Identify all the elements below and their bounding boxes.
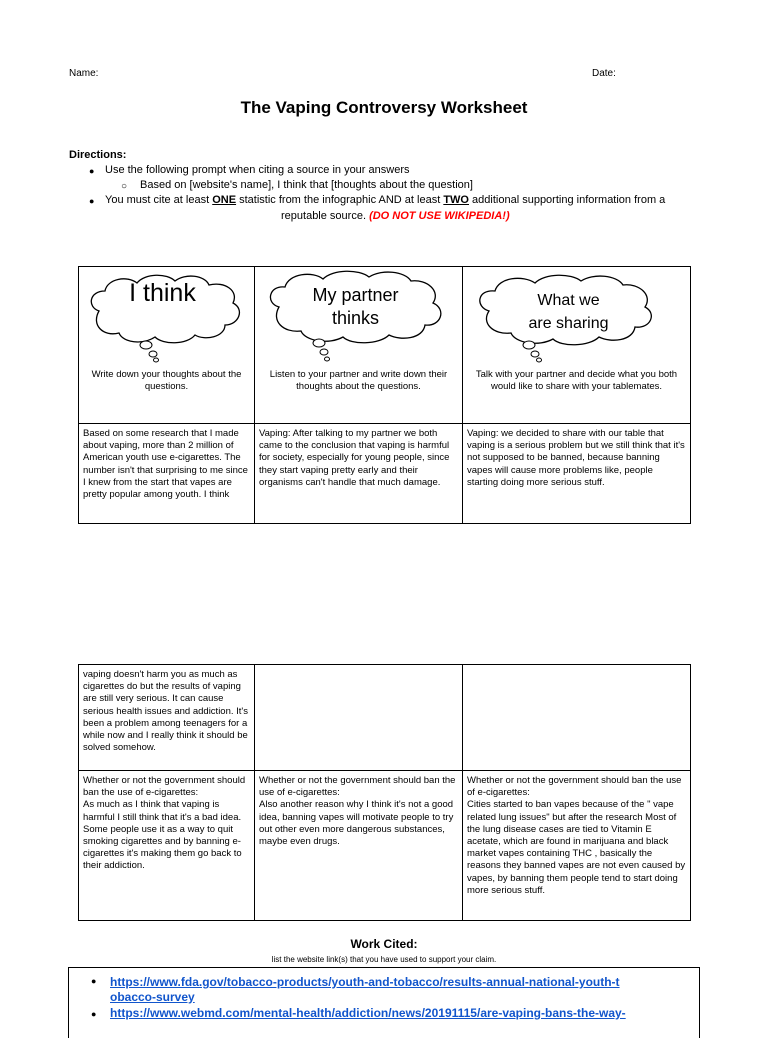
column-partner-thinks <box>255 267 463 424</box>
worksheet-table-top <box>78 266 691 524</box>
cloud-label-line: are sharing <box>528 315 609 332</box>
citation-link-1[interactable] <box>110 975 620 1005</box>
wikipedia-warning: (DO NOT USE WIKIPEDIA!) <box>369 210 510 222</box>
circle-bullet-icon: ○ <box>121 181 128 192</box>
cell-answer: As much as I think that vaping is harmful I still think that it's a bad idea. Some people use it as a way to quit smoking cigarettes and by banning e-cigarettes it's making them go back to their addiction. <box>83 799 242 872</box>
table-cell[interactable] <box>255 771 463 921</box>
cell-question: Whether or not the government should ban the use of e-cigarettes: <box>83 775 246 799</box>
cloud-label-i-think: I think <box>129 279 196 307</box>
bullet-icon: ● <box>91 976 97 986</box>
citation-link-1-line[interactable]: obacco-survey <box>110 990 195 1004</box>
table-cell[interactable] <box>463 771 691 921</box>
directions-item-2 <box>105 193 705 208</box>
column-i-think <box>79 267 255 424</box>
table-cell[interactable]: Based on some research that I made about vaping, more than 2 million of American youth use e-cigarettes. The number isn't that surprising to me since I knew from the start that vapes are pretty popular among youth. I think <box>79 424 255 524</box>
cloud-label-line: thinks <box>331 308 380 328</box>
table-cell[interactable]: Vaping: After talking to my partner we both came to the conclusion that vaping is harmful for society, especially for young people, since they start vaping pretty early and their organisms can't handle that much damage. <box>255 424 463 524</box>
emphasis-two: TWO <box>443 194 469 206</box>
date-label: Date: <box>592 68 616 79</box>
table-cell[interactable] <box>255 665 463 771</box>
table-cell[interactable]: Vaping: we decided to share with our table that vaping is a serious problem but we still think that it's not supposed to be banned, because banning vapes will cause more problems like, people starting doing more serious stuff. <box>463 424 691 524</box>
cloud-label-partner <box>249 284 462 330</box>
citation-link-2[interactable]: https://www.webmd.com/mental-health/addiction/news/20191115/are-vaping-bans-the-way- <box>110 1006 626 1020</box>
cell-question: Whether or not the government should ban the use of e-cigarettes: <box>259 775 456 799</box>
work-cited-box <box>68 967 700 1038</box>
work-cited-subtitle: list the website link(s) that you have used to support your claim. <box>271 955 497 964</box>
table-cell[interactable]: vaping doesn't harm you as much as cigarettes do but the results of vaping are still very serious. It can cause serious health issues and addiction. It's been a problem among teenagers for a while now and I really think it should be solved somehow. <box>79 665 255 771</box>
column-sharing <box>463 267 691 424</box>
bullet-icon: ● <box>89 166 95 176</box>
work-cited-title: Work Cited: <box>350 937 418 951</box>
emphasis-one: ONE <box>212 194 237 206</box>
column-description: Listen to your partner and write down their thoughts about the questions. <box>269 369 448 392</box>
directions-item-2-text: additional supporting information from a <box>469 194 666 206</box>
cell-answer: Cities started to ban vapes because of the " vape related lung issues" but after the research Most of the lung disease cases are tied to Vitamin E acetate, which are found in marijuana and black market vapes containing THC , basically the reasons they banned vapes are not even caused by vapes, by banning them people tend to start doing more serious stuff. <box>467 799 686 896</box>
directions-subitem-1: Based on [website's name], I think that [thoughts about the question] <box>140 179 473 191</box>
column-description: Talk with your partner and decide what you both would like to share with your tablemates. <box>475 369 678 392</box>
directions-item-2-text: reputable source. <box>281 210 370 222</box>
directions-item-2-text: You must cite at least <box>105 194 213 206</box>
worksheet-table-bottom <box>78 664 691 921</box>
citation-link-1-line[interactable]: https://www.fda.gov/tobacco-products/youth-and-tobacco/results-annual-national-youth-t <box>110 975 620 989</box>
cell-answer: Also another reason why I think it's not a good idea, banning vapes will motivate people to try out other even more dangerous substances, maybe even drugs. <box>259 799 454 848</box>
cloud-label-line: My partner <box>312 285 399 305</box>
directions-heading: Directions: <box>69 149 127 161</box>
table-cell[interactable] <box>79 771 255 921</box>
column-description: Write down your thoughts about the questions. <box>91 369 242 392</box>
bullet-icon: ● <box>91 1009 97 1019</box>
cell-question: Whether or not the government should ban the use of e-cigarettes: <box>467 775 682 799</box>
bullet-icon: ● <box>89 196 95 206</box>
table-cell[interactable] <box>463 665 691 771</box>
directions-item-2-text: statistic from the infographic AND at least <box>236 194 444 206</box>
directions-item-1: Use the following prompt when citing a source in your answers <box>105 164 410 176</box>
directions-item-2-cont <box>281 209 510 224</box>
page-title: The Vaping Controversy Worksheet <box>240 98 528 117</box>
cloud-label-line: What we <box>537 292 600 309</box>
cloud-label-sharing <box>447 289 690 335</box>
name-label: Name: <box>69 68 99 79</box>
